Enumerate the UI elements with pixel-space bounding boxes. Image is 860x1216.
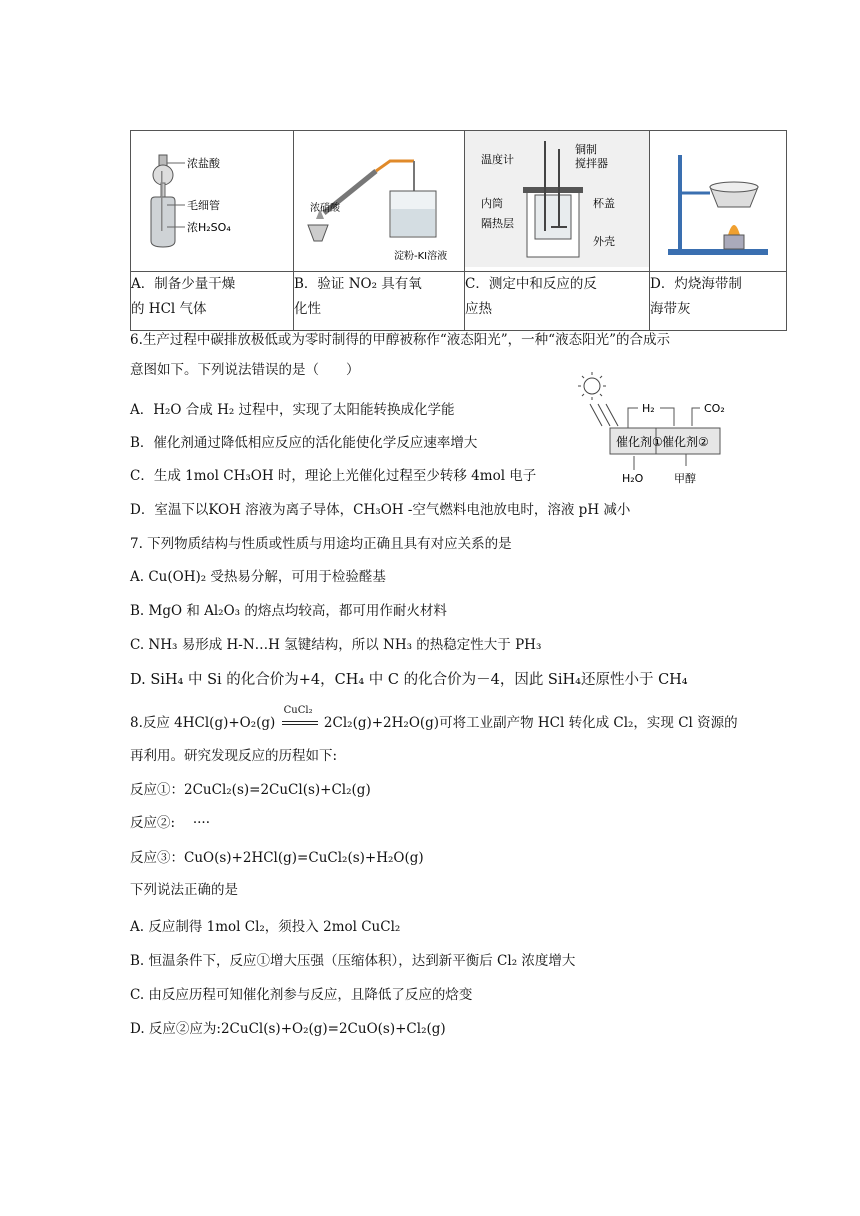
q8-option-c: C. 由反应历程可知催化剂参与反应，且降低了反应的焓变 [130, 987, 473, 1003]
q7-stem: 7. 下列物质结构与性质或性质与用途均正确且具有对应关系的是 [130, 536, 512, 552]
apparatus-image-row [131, 131, 787, 272]
catalyst-equals-sign [280, 705, 320, 733]
q8-stem-pre: 8.反应 4HCl(g)+O₂(g) [130, 715, 276, 731]
label-copper: 铜制 [575, 143, 597, 156]
q6-option-c: C．生成 1mol CH₃OH 时，理论上光催化过程至少转移 4mol 电子 [130, 468, 537, 484]
catalyst-1-label: 催化剂① [616, 435, 663, 449]
apparatus-b-caption: B．验证 NO₂ 具有氧 化性 [294, 272, 465, 331]
catalyst-2-label: 催化剂② [662, 435, 709, 449]
label-stirrer: 搅拌器 [575, 157, 608, 170]
q8-stem-line-1 [130, 705, 738, 733]
q8-reaction-1: 反应①：2CuCl₂(s)=2CuCl(s)+Cl₂(g) [130, 782, 371, 798]
q6-stem-line-1: 6.生产过程中碳排放极低或为零时制得的甲醇被称作“液态阳光”，一种“液态阳光”的合成示 [130, 332, 670, 348]
apparatus-c-caption: C．测定中和反应的反 应热 [465, 272, 650, 331]
q7-option-c: C. NH₃ 易形成 H-N…H 氢键结构，所以 NH₃ 的热稳定性大于 PH₃ [130, 637, 542, 653]
label-starch-ki: 淀粉-KI溶液 [394, 251, 448, 262]
crucible-burning-illustration [650, 131, 786, 267]
label-capillary: 毛细管 [187, 199, 220, 212]
q8-ask: 下列说法正确的是 [130, 882, 238, 898]
label-thermometer: 温度计 [481, 153, 514, 166]
liquid-sunshine-diagram [570, 370, 770, 490]
q7-option-b: B. MgO 和 Al₂O₃ 的熔点均较高，都可用作耐火材料 [130, 603, 447, 619]
apparatus-c-image [465, 131, 650, 272]
q8-stem-line-2: 再利用。研究发现反应的历程如下: [130, 748, 338, 764]
label-insulation: 隔热层 [481, 217, 514, 230]
h2-label: H₂ [642, 402, 655, 415]
apparatus-d-caption: D．灼烧海带制 海带灰 [650, 272, 787, 331]
calorimeter-illustration [465, 131, 649, 267]
q6-option-d: D．室温下以KOH 溶液为离子导体，CH₃OH -空气燃料电池放电时，溶液 pH 减小 [130, 502, 631, 518]
q7-option-d: D. SiH₄ 中 Si 的化合价为+4，CH₄ 中 C 的化合价为－4，因此 SiH₄还原性小于 CH₄ [130, 672, 688, 688]
label-conc-h2so4: 浓H₂SO₄ [187, 221, 231, 234]
q8-reaction-2: 反应②: ···· [130, 815, 211, 831]
label-outer-shell: 外壳 [593, 235, 615, 248]
q6-stem-line-2: 意图如下。下列说法错误的是（ ） [130, 362, 360, 378]
q8-stem-post: 2Cl₂(g)+2H₂O(g)可将工业副产物 HCl 转化成 Cl₂，实现 Cl 资源的 [323, 715, 738, 731]
hcl-generator-illustration [131, 131, 293, 267]
apparatus-table [130, 130, 787, 331]
q7-option-a: A. Cu(OH)₂ 受热易分解，可用于检验醛基 [130, 569, 386, 585]
q8-option-d: D. 反应②应为:2CuCl(s)+O₂(g)=2CuO(s)+Cl₂(g) [130, 1021, 446, 1037]
q8-option-a: A. 反应制得 1mol Cl₂，须投入 2mol CuCl₂ [130, 919, 401, 935]
q8-catalyst: CuCl₂ [283, 705, 313, 716]
h2o-label: H₂O [622, 472, 644, 485]
label-lid: 杯盖 [593, 197, 615, 210]
q6-option-b: B．催化剂通过降低相应反应的活化能使化学反应速率增大 [130, 435, 478, 451]
label-inner-cup: 内筒 [481, 197, 503, 210]
apparatus-d-image [650, 131, 787, 272]
apparatus-a-image [131, 131, 294, 272]
q8-reaction-3: 反应③：CuO(s)+2HCl(g)=CuCl₂(s)+H₂O(g) [130, 850, 424, 866]
q8-option-b: B. 恒温条件下，反应①增大压强（压缩体积），达到新平衡后 Cl₂ 浓度增大 [130, 953, 576, 969]
apparatus-caption-row [131, 272, 787, 331]
apparatus-a-caption: A．制备少量干燥 的 HCl 气体 [131, 272, 294, 331]
methanol-label: 甲醇 [674, 472, 696, 485]
no2-oxidation-illustration [294, 131, 464, 267]
q6-option-a: A．H₂O 合成 H₂ 过程中，实现了太阳能转换成化学能 [130, 402, 455, 418]
co2-label: CO₂ [704, 402, 725, 415]
label-conc-hcl: 浓盐酸 [187, 157, 220, 170]
label-conc-hno3: 浓硝酸 [310, 203, 340, 214]
apparatus-b-image [294, 131, 465, 272]
